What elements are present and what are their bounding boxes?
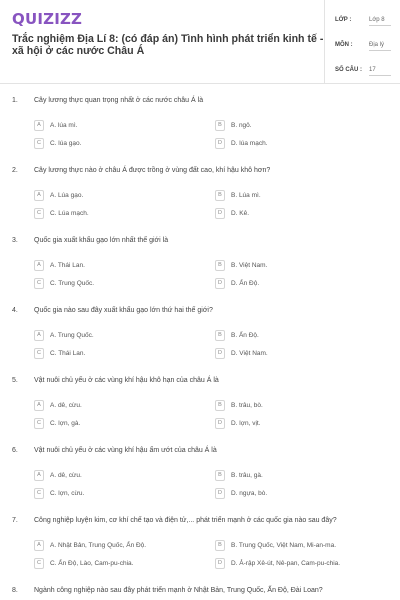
option-text: C. lợn, cừu.	[50, 489, 85, 497]
question-number: 5.	[12, 377, 18, 384]
option-text: C. Thái Lan.	[50, 349, 86, 357]
question-text: Ngành công nghiệp nào sau đây phát triển mạnh ở Nhật Bản, Trung Quốc, Ấn Độ, Đài Loan?	[34, 587, 323, 594]
question-count-value: 17	[369, 66, 391, 76]
option-letter-box: C	[34, 558, 44, 569]
question-text: Cây lương thực nào ở châu Á được trồng ở vùng đất cao, khí hậu khô hơn?	[34, 167, 271, 174]
option-letter-box: B	[215, 190, 225, 201]
option-letter-box: B	[215, 330, 225, 341]
option-text: C. Ấn Độ, Lào, Cam-pu-chia.	[50, 559, 134, 567]
option-letter-box: A	[34, 400, 44, 411]
question-text: Cây lương thực quan trọng nhất ở các nước châu Á là	[34, 97, 204, 104]
option-letter-box: A	[34, 470, 44, 481]
quizizz-logo: QUIZIZZ	[12, 10, 83, 28]
question-text: Quốc gia nào sau đây xuất khẩu gạo lớn thứ hai thế giới?	[34, 307, 213, 314]
option-letter-box: C	[34, 488, 44, 499]
option-text: C. lợn, gà.	[50, 419, 81, 427]
option-letter-box: A	[34, 330, 44, 341]
worksheet-title: Trắc nghiệm Địa Lí 8: (có đáp án) Tình hình phát triển kinh tế - xã hội ở các nước Châu Á	[12, 33, 324, 57]
option-text: A. dê, cừu.	[50, 401, 82, 409]
option-letter-box: A	[34, 540, 44, 551]
question-number: 1.	[12, 97, 18, 104]
option-text: B. Việt Nam.	[231, 261, 268, 269]
question-number: 7.	[12, 517, 18, 524]
option-text: A. lúa mì.	[50, 121, 78, 129]
option-text: A. Lúa gạo.	[50, 191, 84, 199]
option-text: C. lúa gạo.	[50, 139, 82, 147]
option-letter-box: D	[215, 348, 225, 359]
option-text: D. Việt Nam.	[231, 349, 268, 357]
subject-value: Địa lý	[369, 41, 391, 51]
option-letter-box: D	[215, 488, 225, 499]
option-letter-box: C	[34, 418, 44, 429]
option-text: D. Ấn Độ.	[231, 279, 260, 287]
option-text: D. Ả-rập Xê-út, Nê-pan, Cam-pu-chia.	[231, 559, 341, 567]
question-text: Quốc gia xuất khẩu gạo lớn nhất thế giới là	[34, 237, 169, 244]
option-text: B. trâu, gà.	[231, 471, 263, 479]
worksheet-meta	[324, 0, 400, 84]
question-number: 8.	[12, 587, 18, 594]
question-number: 3.	[12, 237, 18, 244]
grade-label: LỚP :	[335, 17, 352, 23]
option-letter-box: C	[34, 348, 44, 359]
option-text: C. Lúa mạch.	[50, 209, 89, 217]
worksheet-header	[0, 0, 400, 84]
option-letter-box: D	[215, 138, 225, 149]
option-letter-box: B	[215, 400, 225, 411]
question-number: 6.	[12, 447, 18, 454]
option-text: D. lúa mạch.	[231, 139, 268, 147]
option-text: A. Thái Lan.	[50, 261, 85, 269]
option-text: B. Trung Quốc, Việt Nam, Mi-an-ma.	[231, 541, 336, 549]
option-letter-box: D	[215, 278, 225, 289]
option-letter-box: A	[34, 190, 44, 201]
option-letter-box: D	[215, 558, 225, 569]
option-text: B. Lúa mì.	[231, 191, 261, 199]
question-number: 4.	[12, 307, 18, 314]
question-text: Công nghiệp luyện kim, cơ khí chế tạo và điện tử,... phát triển mạnh ở các quốc gia nào sau đây?	[34, 517, 337, 524]
option-text: A. dê, cừu.	[50, 471, 82, 479]
option-letter-box: D	[215, 418, 225, 429]
option-text: A. Nhật Bản, Trung Quốc, Ấn Độ.	[50, 541, 147, 549]
option-letter-box: B	[215, 540, 225, 551]
option-letter-box: B	[215, 470, 225, 481]
option-letter-box: C	[34, 278, 44, 289]
option-text: B. trâu, bò.	[231, 401, 263, 409]
question-text: Vật nuôi chủ yếu ở các vùng khí hậu ẩm ướt của châu Á là	[34, 447, 217, 454]
option-letter-box: A	[34, 120, 44, 131]
question-number: 2.	[12, 167, 18, 174]
option-text: B. Ấn Độ.	[231, 331, 259, 339]
option-letter-box: C	[34, 208, 44, 219]
grade-value: Lớp 8	[369, 16, 391, 26]
option-letter-box: C	[34, 138, 44, 149]
option-text: D. Kê.	[231, 209, 250, 217]
header-title-area	[12, 10, 324, 57]
option-text: B. ngô.	[231, 121, 252, 129]
option-text: C. Trung Quốc.	[50, 279, 95, 287]
option-letter-box: B	[215, 260, 225, 271]
option-text: D. lợn, vịt.	[231, 419, 261, 427]
option-letter-box: A	[34, 260, 44, 271]
option-text: D. ngựa, bò.	[231, 489, 268, 497]
option-text: A. Trung Quốc.	[50, 331, 94, 339]
question-count-label: SỐ CÂU :	[335, 67, 362, 73]
option-letter-box: B	[215, 120, 225, 131]
option-letter-box: D	[215, 208, 225, 219]
question-text: Vật nuôi chủ yếu ở các vùng khí hậu khô hạn của châu Á là	[34, 377, 219, 384]
subject-label: MÔN :	[335, 42, 353, 48]
